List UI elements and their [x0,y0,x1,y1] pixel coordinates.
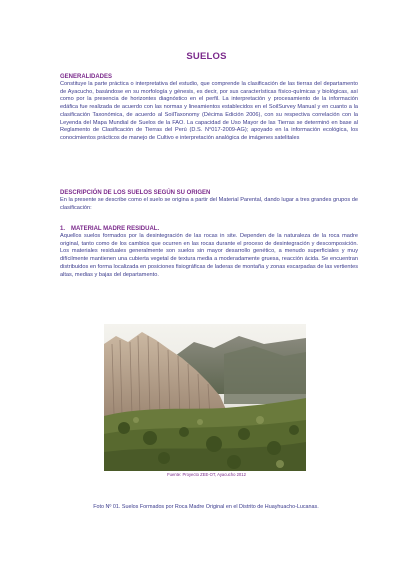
photo-caption: Foto Nº 01. Suelos Formados por Roca Madre Original en el Distrito de Huayhuacho-Lucanas. [93,504,319,510]
paragraph-generalidades: Constituye la parte práctica o interpretativa del estudio, que comprende la clasificación de las tierras del departamento de Ayacucho, basándose en su morfología y génesis, es decir, por sus características físico-químicas y biológicas, así como por la presencia de horizontes diagnóstico en el perfil. La interpretación y procesamiento de la información edáfica fue realizada de acuerdo con las normas y lineamientos establecidos en el SoilSurvey Manual y en cuanto a la clasificación Taxonómica, de acuerdo al SoilTaxonomy (Décima Edición 2006), con su respectiva correlación con la Leyenda del Mapa Mundial de Suelos de la FAO. La capacidad de Uso Mayor de las Tierras se determinó en base al Reglamento de Clasificación de Tierras del Perú (D.S. N°017-2009-AG); apoyado en la información ecológica, los conocimientos prácticos de manejo de Cultivo e interpretación analógica de imágenes satelitales [60,81,358,141]
section-heading-descripcion: DESCRIPCIÓN DE LOS SUELOS SEGÚN SU ORIGEN [60,190,211,196]
subsection-title: MATERIAL MADRE RESIDUAL. [71,226,160,232]
subsection-heading-material [60,226,159,232]
section-heading-generalidades: GENERALIDADES [60,74,113,80]
photo-source: Fuente: Proyecto ZEE-OT, Ayacucho 2012 [167,472,246,477]
paragraph-descripcion: En la presente se describe como el suelo se origina a partir del Material Parental, dando lugar a tres grandes grupos de clasificación: [60,197,358,211]
landscape-photo [104,324,306,471]
page-title: SUELOS [186,51,227,62]
rock-formation-image [104,324,306,471]
subsection-number: 1. [60,226,66,232]
paragraph-material: Aquellos suelos formados por la desintegración de las rocas in site. Dependen de la naturaleza de la roca madre original, tanto como de los cambios que ocurren en las rocas durante el proceso de desintegración y descomposición. Los materiales residuales generalmente son suelos sin mayor desarrollo genético, a menudo superficiales y muy difícilmente mantienen una cubierta vegetal de textura media a moderadamente gruesa, reacción ácida. Se encuentran distribuidos en forma localizada en posiciones fisiográficas de laderas de montaña y zonas escarpadas de las vertientes altas, medias y bajas del departamento. [60,233,358,278]
